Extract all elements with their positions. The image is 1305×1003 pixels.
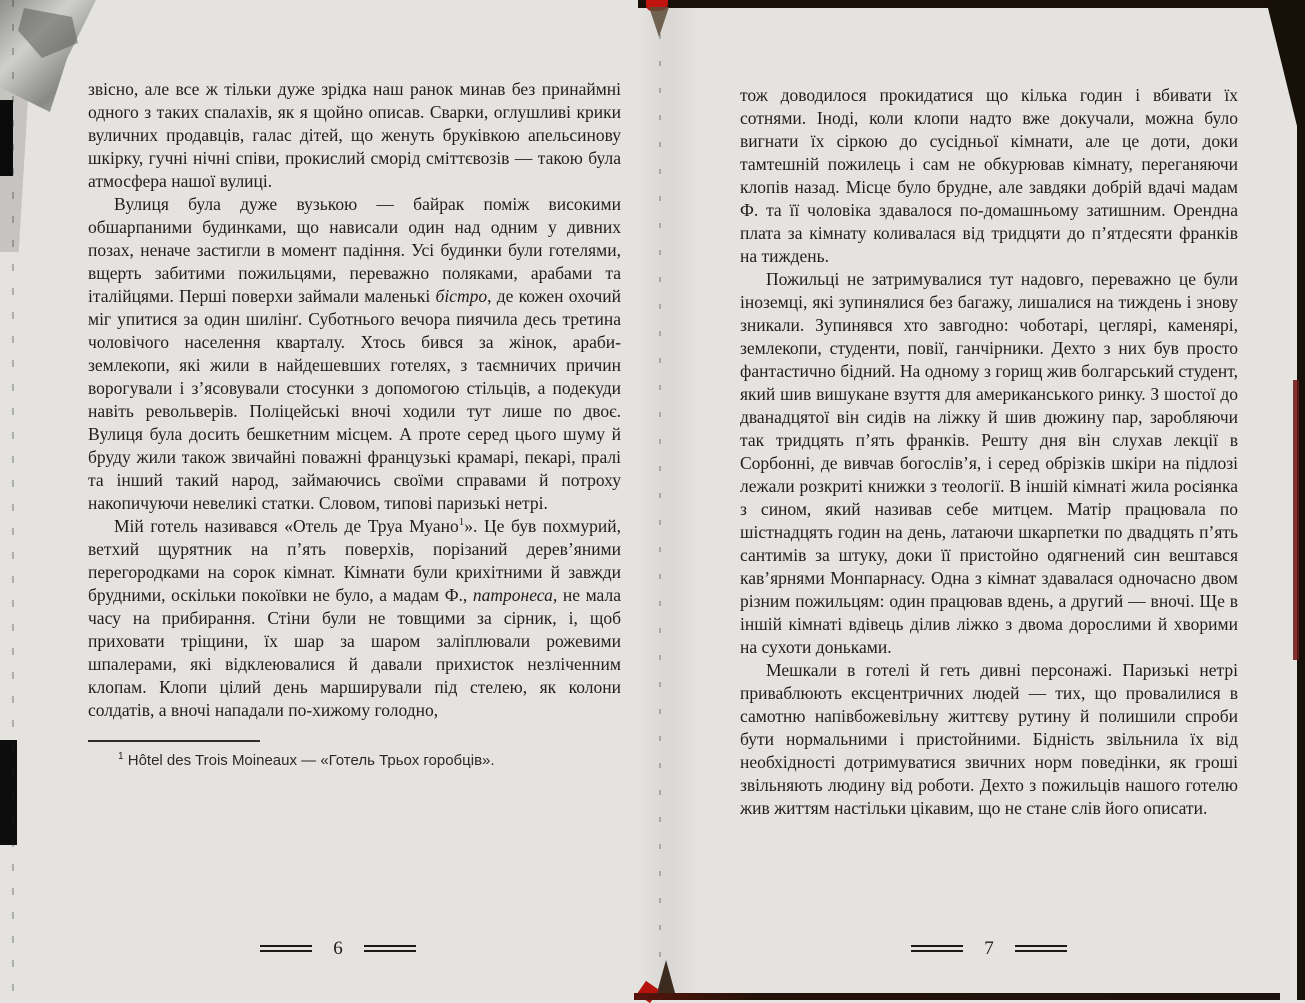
page-right [740, 84, 1238, 820]
scan-edge-right-wedge [1266, 0, 1298, 130]
folio-number: 7 [984, 938, 994, 959]
folio-number: 6 [333, 938, 343, 959]
page-right-body-text [740, 84, 1238, 820]
paragraph: звісно, але все ж тільки дуже зрідка наш ранок минав без принаймні одного з таких спалахів, як я щойно описав. Сварки, оглушливі крики вуличних продавців, галас дітей, що женуть бруківкою апельсинову шкірку, гучні нічні співи, прокислий сморід сміттєвозів — такою була атмосфера нашої вулиці. [88, 79, 621, 191]
footnote-text [88, 751, 621, 771]
scan-left-dashed-line [12, 0, 14, 1000]
gutter-fold-line [659, 34, 661, 960]
gutter-shading [636, 0, 700, 1000]
scan-black-mark-lower-left [0, 740, 17, 845]
paragraph: Пожильці не затримувалися тут надовго, переважно це були іноземці, які зупинялися без багажу, лишалися на тиждень і знову зникали. Зупинявся хто завгодно: чоботарі, цеглярі, каменярі, землекопи, студенти, повії, ганчірники. Дехто з них був просто фантастично бідний. На одному з горищ жив болгарський студент, який шив вишукане взуття для американського ринку. З шостої до дванадцятої він сидів на ліжку й шив дюжину пар, заробляючи так тридцять п’ять франків. Решту дня він слухав лекції в Сорбонні, де вивчав богослів’я, і серед обрізків шкіри на підлозі лежали розкриті книжки з теології. В іншій кімнаті жила росіянка з сином, який називав себе митцем. Матір працювала по шістнадцять годин на день, латаючи шкарпетки по двадцять п’ять сантимів за штуку, доки її пристойно одягнений син вештався кав’ярнями Монпарнасу. Одна з кімнат здавалася одночасно двом різним пожильцям: один працював вдень, а другий — вночі. Ще в іншій кімнаті вдівець ділив ліжко з двома дорослими й хворими на сухоти доньками. [740, 269, 1238, 657]
footnote-body: Hôtel des Trois Moineaux — «Готель Трьох горобців». [123, 752, 495, 769]
folio-rule-right [1015, 945, 1067, 952]
scan-edge-bottom-band [634, 993, 1280, 1000]
footnote-block [88, 740, 621, 771]
folio-rule-right [364, 945, 416, 952]
page-number-right [740, 938, 1238, 960]
paragraph: Мій готель називався «Отель де Труа Муано$^1$». Це був похмурий, ветхий щурятник на п’ять поверхів, порізаний дерев’яними перегородками на сорок кімнат. Кімнати були крихітними й завжди брудними, оскільки покоївки не було, а мадам Ф., патронеса, не мала часу на прибирання. Стіни були не товщими за сірник, і, щоб приховати тріщини, їх шар за шаром заліплювали рожевими шпалерами, які відклеювалися й давали прихисток незліченним клопам. Клопи цілий день марширували під стелею, як колони солдатів, а вночі нападали по-хижому голодно, [88, 516, 621, 720]
paragraph: тож доводилося прокидатися що кілька годин і вбивати їх сотнями. Іноді, коли клопи надто вже докучали, можна було вигнати їх сіркою до сусідньої кімнати, але це доти, доки тамтешній пожилець і сам не обкурював кімнату, переганяючи клопів назад. Місце було брудне, але завдяки добрій вдачі мадам Ф. та її чоловіка здавалося по-домашньому затишним. Орендна плата за кімнату коливалася від тридцяти до п’ятдесяти франків на тиждень. [740, 85, 1238, 266]
gutter-shadow-top [649, 7, 669, 37]
paragraph: Вулиця була дуже вузькою — байрак поміж високими обшарпаними будинками, що нависали один над одним у дивних позах, неначе застигли в момент падіння. Усі будинки були готелями, вщерть забитими пожильцями, переважно поляками, арабами та італійцями. Перші поверхи займали маленькі бістро, де кожен охочий міг упитися за один шилінґ. Суботнього вечора пиячила десь третина чоловічого населення кварталу. Хтось бився за жінок, араби-землекопи, які жили в найдешевших готелях, з таємничих причин ворогували і з’ясовували стосунки з допомогою стільців, а подекуди навіть револьверів. Поліцейські вночі ходили тут лише по двоє. Вулиця була досить бешкетним місцем. А проте серед цього шуму й бруду жили також звичайні поважні французькі крамарі, пекарі, пралі та інший такий народ, займаючись своїми справами й потроху накопичуючи невеликі статки. Словом, типові паризькі нетрі. [88, 194, 621, 513]
page-number-left [88, 938, 588, 960]
footnote-marker: 1 [118, 751, 124, 762]
footnote-rule [88, 740, 260, 742]
page-left [88, 78, 621, 771]
folio-rule-left [911, 945, 963, 952]
paragraph: Мешкали в готелі й геть дивні персонажі. Паризькі нетрі приваблюють ексцентричних людей — тих, що провалилися в самотню напівбожевільну життєву рутину й полишили спроби бути нормальними і пристойними. Бідність звільнила їх від необхідності дотримуватися звичних норм поведінки, як гроші звільняють людину від роботи. Дехто з пожильців нашого готелю жив життям настільки цікавим, що не стане слів його описати. [740, 660, 1238, 818]
scan-edge-top-band [638, 0, 1305, 8]
scan-red-streak-right [1293, 380, 1299, 660]
folio-rule-left [260, 945, 312, 952]
page-left-body-text [88, 78, 621, 722]
